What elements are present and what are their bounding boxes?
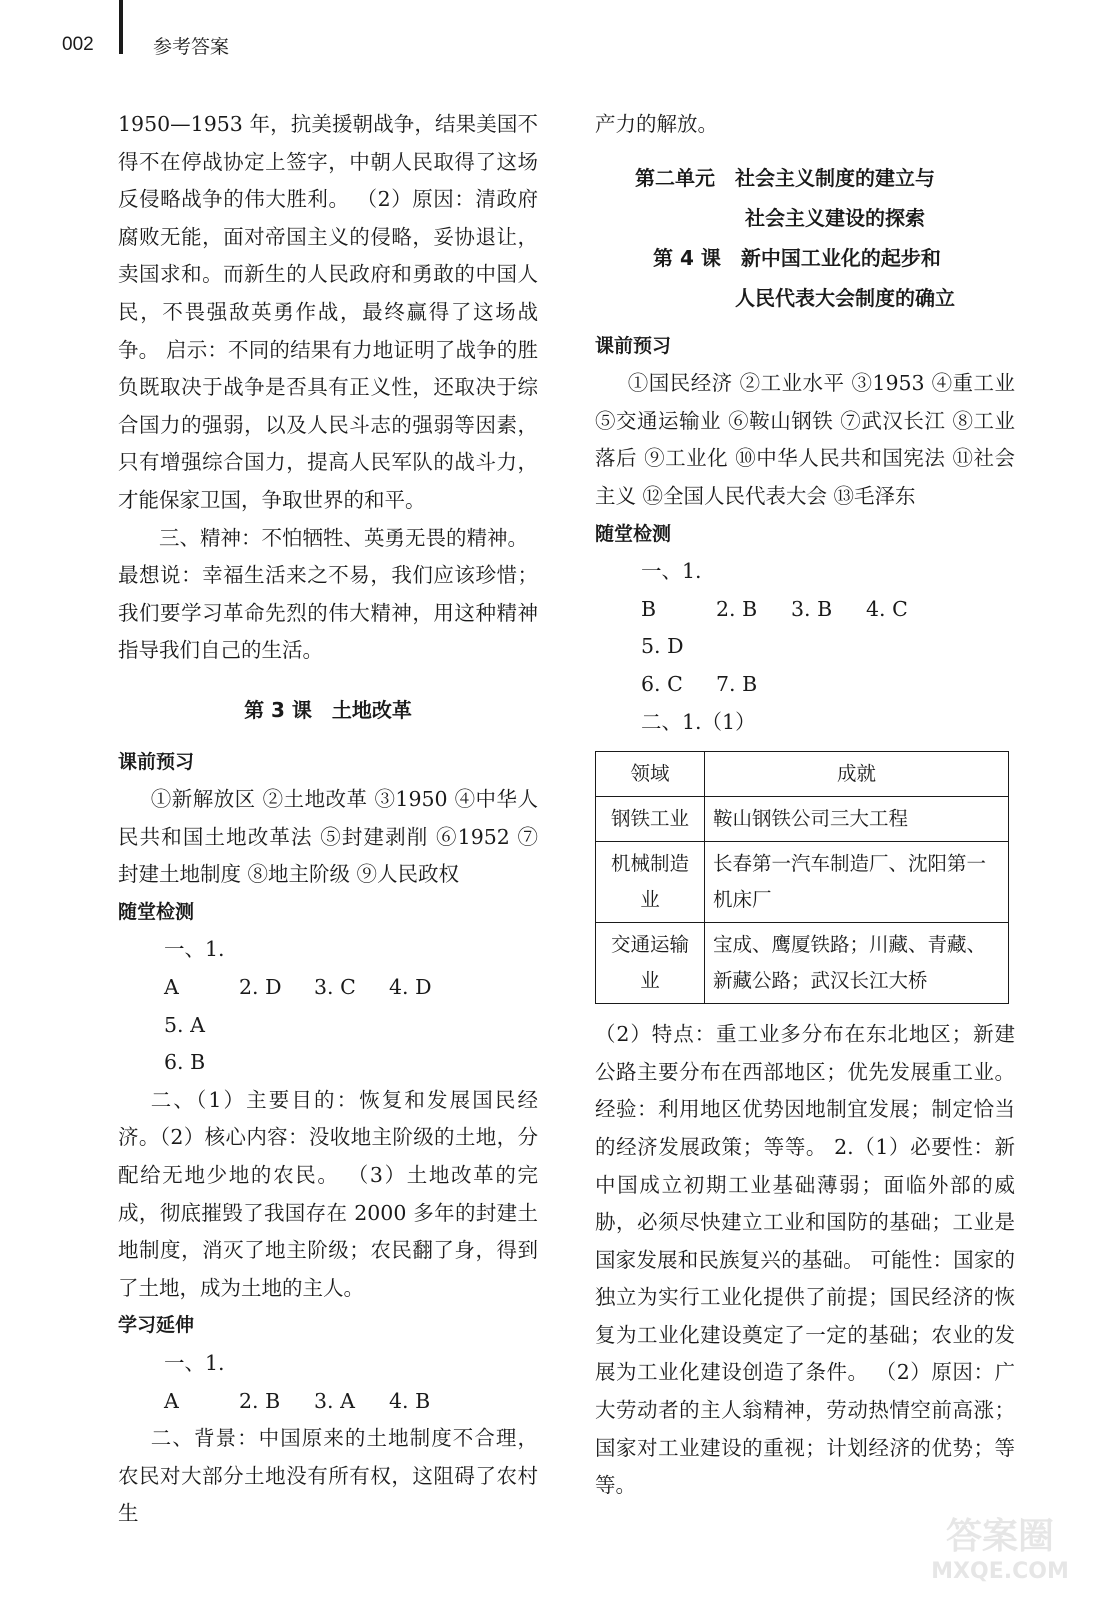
mc-answer: 一、1. B bbox=[641, 559, 702, 621]
lesson-3-title: 第 3 课 土地改革 bbox=[244, 697, 412, 722]
industry-achievements-table bbox=[595, 751, 1009, 1004]
table-row bbox=[596, 923, 1009, 1004]
table-cell: 机械制造业 bbox=[596, 842, 705, 923]
section-extension: 学习延伸 bbox=[118, 1314, 195, 1337]
section-preview: 课前预习 bbox=[118, 750, 195, 773]
mc-answer: 2. B bbox=[716, 596, 758, 621]
table-cell: 宝成、鹰厦铁路；川藏、青藏、新藏公路；武汉长江大桥 bbox=[705, 923, 1009, 1004]
spirit-answer: 三、精神：不怕牺牲、英勇无畏的精神。 bbox=[159, 525, 528, 550]
lesson-4-title-line1: 第 4 课 新中国工业化的起步和 bbox=[653, 245, 941, 270]
question-2-label: 二、1.（1） bbox=[641, 709, 756, 734]
land-reform-answer: 二、（1）主要目的：恢复和发展国民经济。（2）核心内容：没收地主阶级的土地，分配给无地少地的农民。 （3）土地改革的完成，彻底摧毁了我国存在 2000 多年的封建土地制度，消灭了地主阶级；农民翻了身，得到了土地，成为土地的主人。 bbox=[118, 1087, 538, 1300]
watermark-text: 答案圈 bbox=[945, 1516, 1055, 1557]
table-header: 成就 bbox=[705, 752, 1009, 797]
background-answer: 二、背景：中国原来的土地制度不合理，农民对大部分土地没有所有权，这阻碍了农村生 bbox=[118, 1426, 538, 1526]
unit-2-title-line1: 第二单元 社会主义制度的建立与 bbox=[635, 165, 935, 190]
mc-answer: 一、1. A bbox=[164, 937, 225, 1000]
mc-answer: 5. D bbox=[641, 634, 684, 659]
mc-answer-line2: 6. B bbox=[164, 1050, 206, 1075]
page-number: 002 bbox=[62, 34, 94, 55]
preview-answers: ①国民经济 ②工业水平 ③1953 ④重工业 ⑤交通运输业 ⑥鞍山钢铁 ⑦武汉长江 ⑧工业落后 ⑨工业化 ⑩中华人民共和国宪法 ⑪社会主义 ⑫全国人民代表大会 ⑬毛泽东 bbox=[595, 371, 1015, 508]
watermark-logo bbox=[910, 1508, 1090, 1586]
section-check: 随堂检测 bbox=[595, 522, 672, 545]
lesson-4-title-line2: 人民代表大会制度的确立 bbox=[735, 285, 955, 310]
mc-answer: 7. B bbox=[716, 671, 758, 696]
page-header bbox=[0, 0, 1108, 90]
most-want-to-say: 最想说：幸福生活来之不易，我们应该珍惜；我们要学习革命先烈的伟大精神，用这种精神指导我们自己的生活。 bbox=[118, 563, 538, 663]
table-row bbox=[596, 842, 1009, 923]
watermark-url: MXQE.COM bbox=[931, 1559, 1069, 1584]
multiple-choice-answers bbox=[118, 931, 538, 1044]
mc-answer: 4. B bbox=[389, 1388, 431, 1413]
mc-answer: 6. C bbox=[641, 671, 683, 696]
header-divider bbox=[119, 0, 123, 54]
mc-answer: 3. C bbox=[314, 975, 356, 1000]
mc-answer: 一、1. A bbox=[164, 1351, 225, 1413]
mc-answer: 4. C bbox=[866, 596, 908, 621]
left-column bbox=[118, 106, 538, 1533]
mc-answer: 3. A bbox=[314, 1388, 355, 1413]
characteristics-answer: （2）特点：重工业多分布在东北地区；新建公路主要分布在西部地区；优先发展重工业。 经验：利用地区优势因地制宜发展；制定恰当的经济发展政策；等等。 2.（1）必要性：新中国成立初期工业基础薄弱；面临外部的威胁，必须尽快建立工业和国防的基础；工业是国家发展和民族复兴的基础。 可能性：国家的独立为实行工业化提供了前提；国民经济的恢复为工业化建设奠定了一定的基础；农业的发展为工业化建设创造了条件。 （2）原因：广大劳动者的主人翁精神，劳动热情空前高涨；国家对工业建设的重视；计划经济的优势；等等。 bbox=[595, 1022, 1015, 1498]
table-header: 领域 bbox=[596, 752, 705, 797]
mc-answer: 3. B bbox=[791, 596, 833, 621]
table-header-row bbox=[596, 752, 1009, 797]
mc-answer: 4. D bbox=[389, 975, 432, 1000]
table-cell: 钢铁工业 bbox=[596, 797, 705, 842]
extension-mc-answers bbox=[118, 1345, 538, 1420]
mc-answer-line2 bbox=[595, 666, 1015, 704]
table-cell: 长春第一汽车制造厂、沈阳第一机床厂 bbox=[705, 842, 1009, 923]
section-preview: 课前预习 bbox=[595, 334, 672, 357]
section-check: 随堂检测 bbox=[118, 900, 195, 923]
war-answer-paragraph: 1950—1953 年，抗美援朝战争，结果美国不得不在停战协定上签字，中朝人民取得了这场反侵略战争的伟大胜利。 （2）原因：清政府腐败无能，面对帝国主义的侵略，妥协退让，卖国求和。而新生的人民政府和勇敢的中国人民，不畏强敌英勇作战，最终赢得了这场战争。 启示：不同的结果有力地证明了战争的胜负既取决于战争是否具有正义性，还取决于综合国力的强弱，以及人民斗志的强弱等因素，只有增强综合国力，提高人民军队的战斗力，才能保家卫国，争取世界的和平。 bbox=[118, 112, 538, 512]
mc-answer: 2. D bbox=[239, 975, 282, 1000]
mc-answer: 2. B bbox=[239, 1388, 281, 1413]
table-cell: 鞍山钢铁公司三大工程 bbox=[705, 797, 1009, 842]
table-cell: 交通运输业 bbox=[596, 923, 705, 1004]
preview-answers: ①新解放区 ②土地改革 ③1950 ④中华人民共和国土地改革法 ⑤封建剥削 ⑥1952 ⑦封建土地制度 ⑧地主阶级 ⑨人民政权 bbox=[118, 787, 538, 887]
right-column bbox=[595, 106, 1015, 1505]
mc-answer: 5. A bbox=[164, 1012, 205, 1037]
table-row bbox=[596, 797, 1009, 842]
header-title: 参考答案 bbox=[153, 36, 230, 58]
multiple-choice-answers bbox=[595, 553, 1015, 666]
unit-2-title-line2: 社会主义建设的探索 bbox=[745, 205, 925, 230]
continued-text: 产力的解放。 bbox=[595, 112, 718, 136]
